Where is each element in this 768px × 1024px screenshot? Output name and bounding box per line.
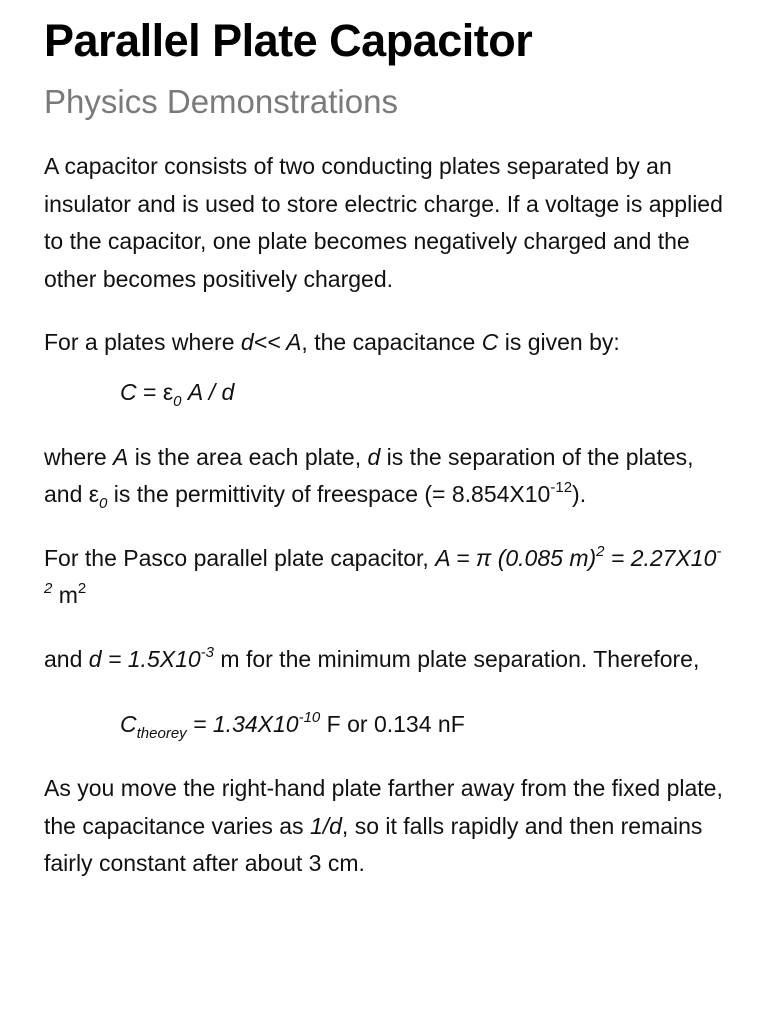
text-run: is the permittivity of freespace (= 8.854X10 xyxy=(107,481,551,507)
exponent: 2 xyxy=(77,580,87,597)
text-run: is the separation of the plates, and xyxy=(44,443,694,507)
area-value: = 2.27X10 xyxy=(604,544,717,571)
pasco-area-paragraph xyxy=(44,540,724,615)
separation-variable: d xyxy=(367,443,381,470)
exponent: -12 xyxy=(550,479,573,496)
capacitance-variable: C xyxy=(481,329,499,355)
area-unit: m xyxy=(52,582,78,608)
epsilon-subscript: 0 xyxy=(99,495,108,512)
behavior-paragraph xyxy=(44,770,724,883)
text-run: m for the minimum plate separation. Therefore, xyxy=(214,645,700,672)
theoretical-capacitance xyxy=(120,708,724,740)
intro-paragraph: A capacitor consists of two conducting plates separated by an insulator and is used to store electric charge. If a voltage is applied to the capacitor, one plate becomes negatively charged and the other becomes positively charged. xyxy=(44,153,723,292)
c-theory-subscript: theorey xyxy=(136,725,187,742)
capacitance-condition-paragraph xyxy=(44,324,724,362)
exponent: 2 xyxy=(596,542,605,560)
inverse-d-expression: 1/d xyxy=(309,812,342,839)
text-run: As you move the right-hand plate farther away from the fixed plate, the capacitance varies as xyxy=(44,775,723,839)
separation-paragraph xyxy=(44,641,724,679)
c-theory-symbol: C xyxy=(120,711,137,737)
condition-expression: d<< A xyxy=(240,329,302,355)
formula-rhs: A / d xyxy=(181,378,235,405)
exponent: -2 xyxy=(44,542,722,597)
text-run: ). xyxy=(572,481,587,507)
area-expression: A = π (0.085 m) xyxy=(435,544,597,571)
text-run: , so it falls rapidly and then remains fairly constant after about 3 cm. xyxy=(44,812,703,876)
c-theory-alt-value: or 0.134 nF xyxy=(340,711,465,737)
definitions-paragraph xyxy=(44,439,724,514)
epsilon-symbol: ε xyxy=(88,481,100,507)
c-theory-value: = 1.34X10 xyxy=(186,711,299,737)
epsilon-subscript: 0 xyxy=(173,392,182,410)
page-subtitle: Physics Demonstrations xyxy=(44,83,398,120)
c-theory-unit: F xyxy=(320,711,341,737)
text-run: For the Pasco parallel plate capacitor, xyxy=(44,544,436,571)
epsilon-symbol: ε xyxy=(162,378,174,405)
text-run: For a plates where xyxy=(44,329,241,355)
text-run: is the area each plate, xyxy=(128,443,368,470)
page-title: Parallel Plate Capacitor xyxy=(44,15,533,66)
exponent: -10 xyxy=(298,709,321,726)
text-run: where xyxy=(44,443,114,470)
formula-lhs: C xyxy=(120,378,137,405)
area-variable: A xyxy=(113,443,129,470)
exponent: -3 xyxy=(200,643,215,661)
text-run: is given by: xyxy=(498,329,620,355)
capacitance-formula xyxy=(120,376,724,408)
formula-equals: = xyxy=(136,378,163,405)
text-run: , the capacitance xyxy=(301,329,482,355)
text-run: and xyxy=(44,645,89,672)
separation-expression: d = 1.5X10 xyxy=(88,645,201,672)
